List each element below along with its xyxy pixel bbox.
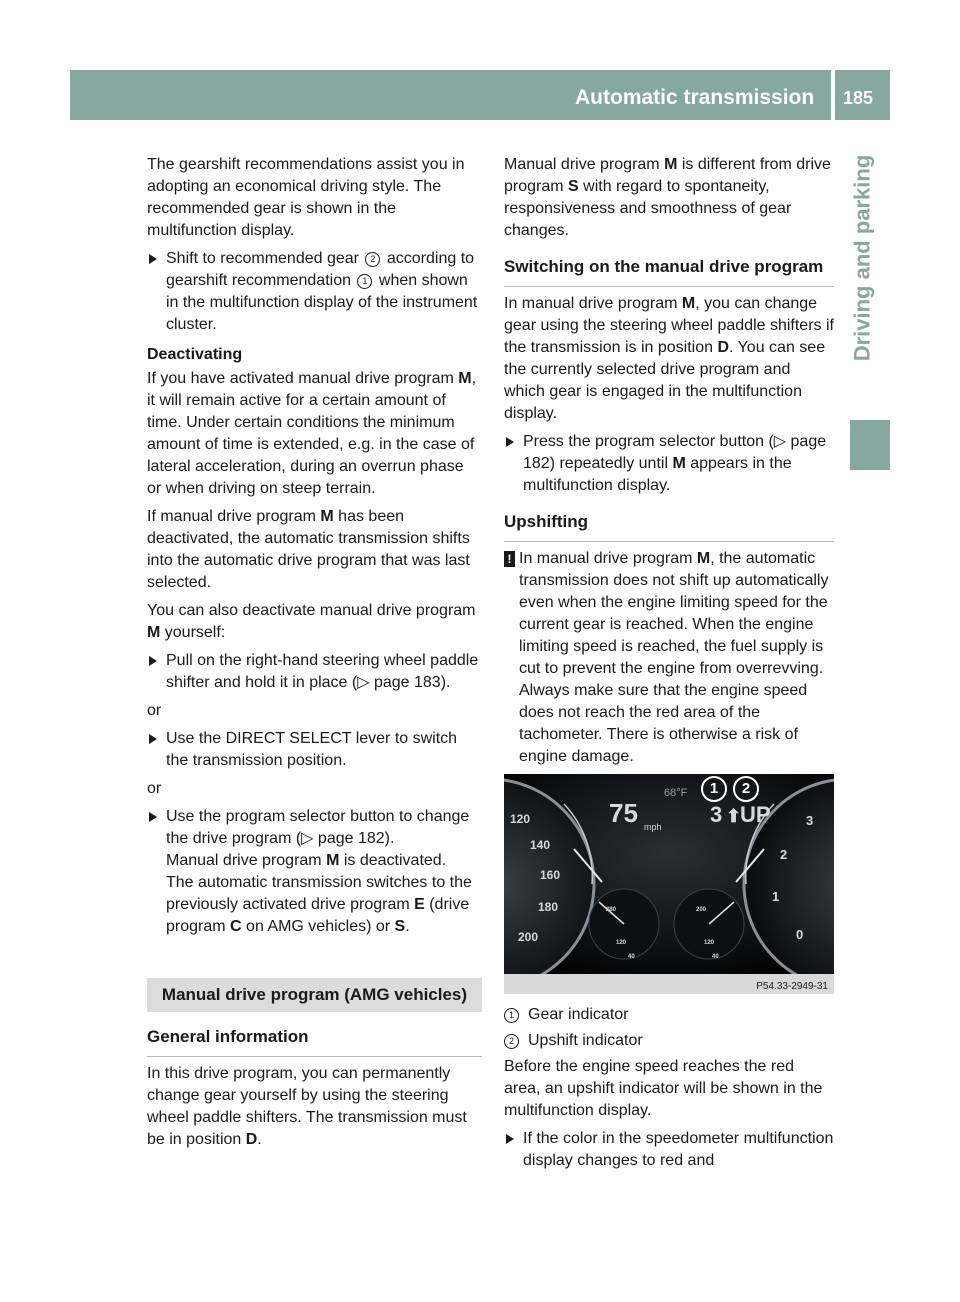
section-heading-manual-drive: Manual drive program (AMG vehicles): [147, 978, 482, 1012]
speed-unit: mph: [644, 822, 662, 832]
page-reference-link[interactable]: ▷ page 182: [301, 830, 385, 847]
heading-upshifting: Upshifting: [504, 511, 834, 542]
subheading-deactivating: Deactivating: [147, 346, 243, 363]
chapter-tab: [835, 120, 890, 395]
gear-indicator: 3: [710, 802, 723, 827]
header-separator: [831, 70, 835, 120]
paragraph: Before the engine speed reaches the red area, an upshift indicator will be shown in the multifunction display.: [504, 1058, 823, 1119]
small-gauge-tick: 200: [696, 907, 707, 913]
speed-tick-label: 160: [540, 868, 561, 882]
section-title: Automatic transmission: [575, 86, 815, 109]
page-reference-link[interactable]: ▷ page 183: [357, 674, 441, 691]
paragraph: You can also deactivate manual drive program M yourself:: [147, 602, 476, 641]
figure-reference-bar: [504, 974, 834, 994]
outside-temperature: 68°F: [664, 787, 688, 799]
page-reference-link[interactable]: ▷ page 182: [523, 433, 827, 472]
paragraph: In manual drive program M, you can change gear using the steering wheel paddle shifters if the transmission is in position D. You can see the currently selected drive program and which gear is engaged in the multifunction display.: [504, 295, 834, 422]
warning-icon: !: [504, 551, 515, 567]
callout-2-icon: 2: [365, 252, 380, 267]
small-gauge-tick: 120: [616, 940, 627, 946]
upshift-indicator: UP: [740, 802, 771, 827]
instruction-step: Shift to recommended gear 2 according to gearshift recommendation 1 when shown in the multifunction display of the instrument cluster.: [147, 248, 482, 336]
heading-general-information: General information: [147, 1026, 482, 1057]
callout-2-icon: 2: [504, 1034, 519, 1049]
small-gauge-tick: 40: [628, 954, 635, 960]
speed-tick-label: 200: [518, 930, 539, 944]
small-gauge-tick: 40: [712, 954, 719, 960]
rpm-tick-label: 1: [772, 889, 780, 904]
paragraph: If manual drive program M has been deactivated, the automatic transmission shifts into the automatic drive program that was last selected.: [147, 508, 470, 591]
side-marker: [850, 420, 890, 470]
small-gauge-tick: 120: [704, 940, 715, 946]
rpm-tick-label: 0: [796, 927, 804, 942]
warning-note: ! In manual drive program M, the automatic transmission does not shift up automatically even when the engine limiting speed for the current gear is reached. When the engine limiting speed is reached, the fuel supply is cut to prevent the engine from overrevving. Always make sure that the engine speed does not reach the red area of the tachometer. There is otherwise a risk of engine damage.: [504, 548, 834, 768]
rpm-tick-label: 3: [806, 813, 814, 828]
callout-1-icon: 1: [504, 1008, 519, 1023]
instruction-step: Use the DIRECT SELECT lever to switch the transmission position.: [147, 728, 482, 772]
instruction-step: Press the program selector button (▷ page 182) repeatedly until M appears in the multifunction display.: [504, 431, 834, 497]
paragraph: In this drive program, you can permanently change gear yourself by using the steering wheel paddle shifters. The transmission must be in position D.: [147, 1065, 467, 1148]
or-text: or: [147, 780, 162, 797]
speed-tick-label: 140: [530, 838, 551, 852]
legend-item: 1 Gear indicator: [504, 1004, 834, 1026]
left-column: [147, 154, 482, 1157]
speed-tick-label: 180: [538, 900, 559, 914]
instrument-cluster-figure: [504, 774, 834, 994]
callout-1-icon: 1: [357, 274, 372, 289]
figure-reference: P54.33-2949-31: [756, 981, 828, 992]
legend-item: 2 Upshift indicator: [504, 1030, 834, 1052]
upshift-arrow-icon: ⬆: [726, 806, 742, 826]
rpm-tick-label: 2: [780, 847, 788, 862]
instruction-step: Use the program selector button to change the drive program (▷ page 182). Manual drive program M is deactivated. The automatic transmission switches to the previously activated drive program E (drive program C on AMG vehicles) or S.: [147, 806, 482, 938]
right-column: [504, 154, 834, 1178]
digital-speed: 75: [609, 798, 638, 828]
page-number: 185: [843, 88, 874, 108]
paragraph: If you have activated manual drive program M, it will remain active for a certain amount of time. Under certain conditions the minimum amount of time is extended, e.g. in the case of lateral acceleration, during an overrun phase or when driving on steep terrain.: [147, 370, 477, 497]
instruction-step: Pull on the right-hand steering wheel paddle shifter and hold it in place (▷ page 183).: [147, 650, 482, 694]
heading-switching-on: Switching on the manual drive program: [504, 256, 834, 287]
paragraph: Manual drive program M is different from drive program S with regard to spontaneity, responsiveness and smoothness of gear changes.: [504, 156, 831, 239]
callout-2-icon: 2: [733, 776, 759, 802]
speed-tick-label: 120: [510, 812, 531, 826]
or-text: or: [147, 702, 162, 719]
chapter-tab-label: Driving and parking: [849, 154, 875, 361]
paragraph: The gearshift recommendations assist you in adopting an economical driving style. The recommended gear is shown in the multifunction display.: [147, 156, 465, 239]
callout-1-icon: 1: [701, 776, 727, 802]
small-gauge-tick: 280: [606, 907, 617, 913]
instruction-step: If the color in the speedometer multifunction display changes to red and: [504, 1128, 834, 1172]
